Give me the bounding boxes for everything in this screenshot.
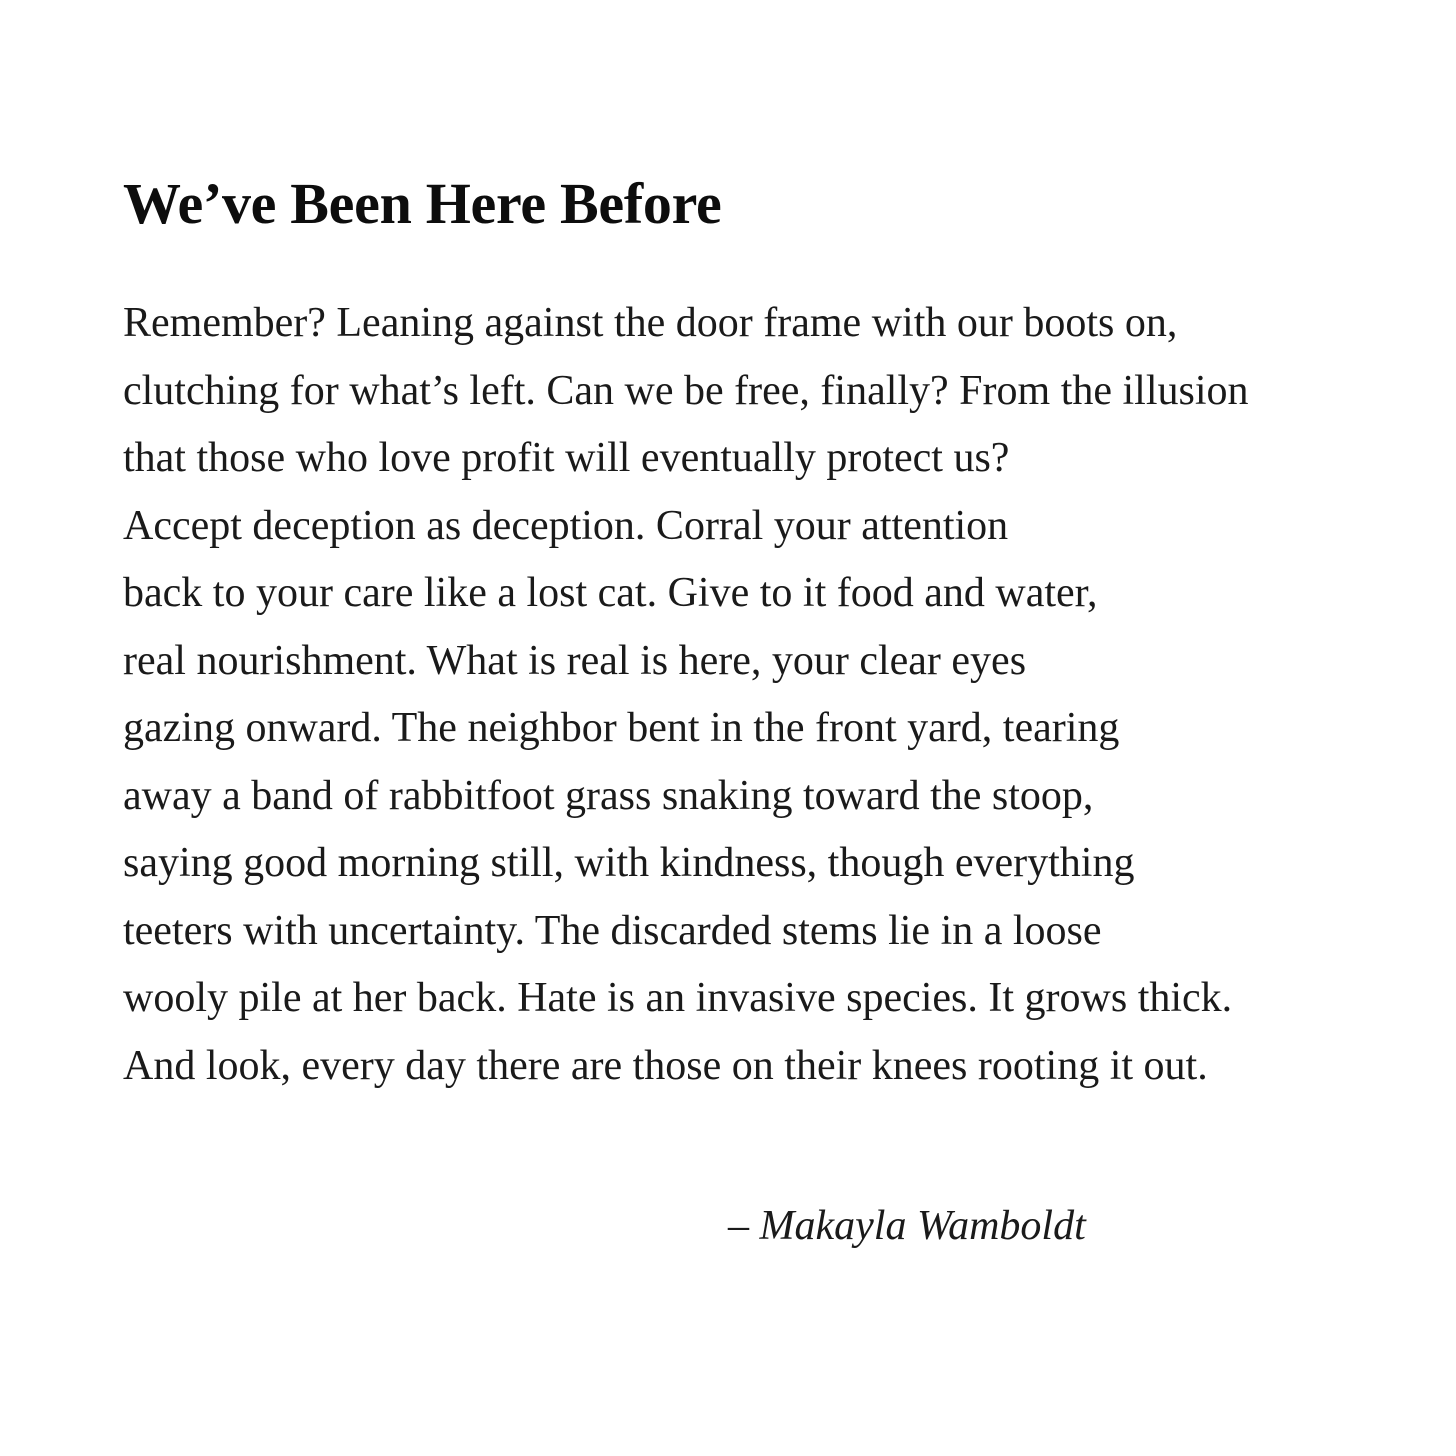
poem-line: teeters with uncertainty. The discarded stems lie in a loose bbox=[123, 907, 1102, 954]
poem-line: Accept deception as deception. Corral your attention bbox=[123, 502, 1009, 549]
poem-line: wooly pile at her back. Hate is an invasive species. It grows thick. bbox=[123, 975, 1233, 1021]
poem-line: saying good morning still, with kindness, though everything bbox=[123, 840, 1135, 886]
poem-line: clutching for what’s left. Can we be free, finally? From the illusion bbox=[123, 367, 1249, 414]
poem-line: that those who love profit will eventually protect us? bbox=[123, 435, 1010, 481]
poem-line: away a band of rabbitfoot grass snaking toward the stoop, bbox=[123, 772, 1094, 819]
poem-line: Remember? Leaning against the door frame with our boots on, bbox=[123, 300, 1178, 346]
poem-title: We’ve Been Here Before bbox=[123, 171, 722, 236]
poem-attribution: – Makayla Wamboldt bbox=[728, 1203, 1086, 1249]
poem-body bbox=[123, 290, 1249, 1100]
poem-line: real nourishment. What is real is here, your clear eyes bbox=[123, 637, 1027, 684]
poem-line: back to your care like a lost cat. Give to it food and water, bbox=[123, 570, 1098, 616]
poem-line: And look, every day there are those on their knees rooting it out. bbox=[123, 1042, 1208, 1089]
poem-line: gazing onward. The neighbor bent in the front yard, tearing bbox=[123, 705, 1120, 751]
